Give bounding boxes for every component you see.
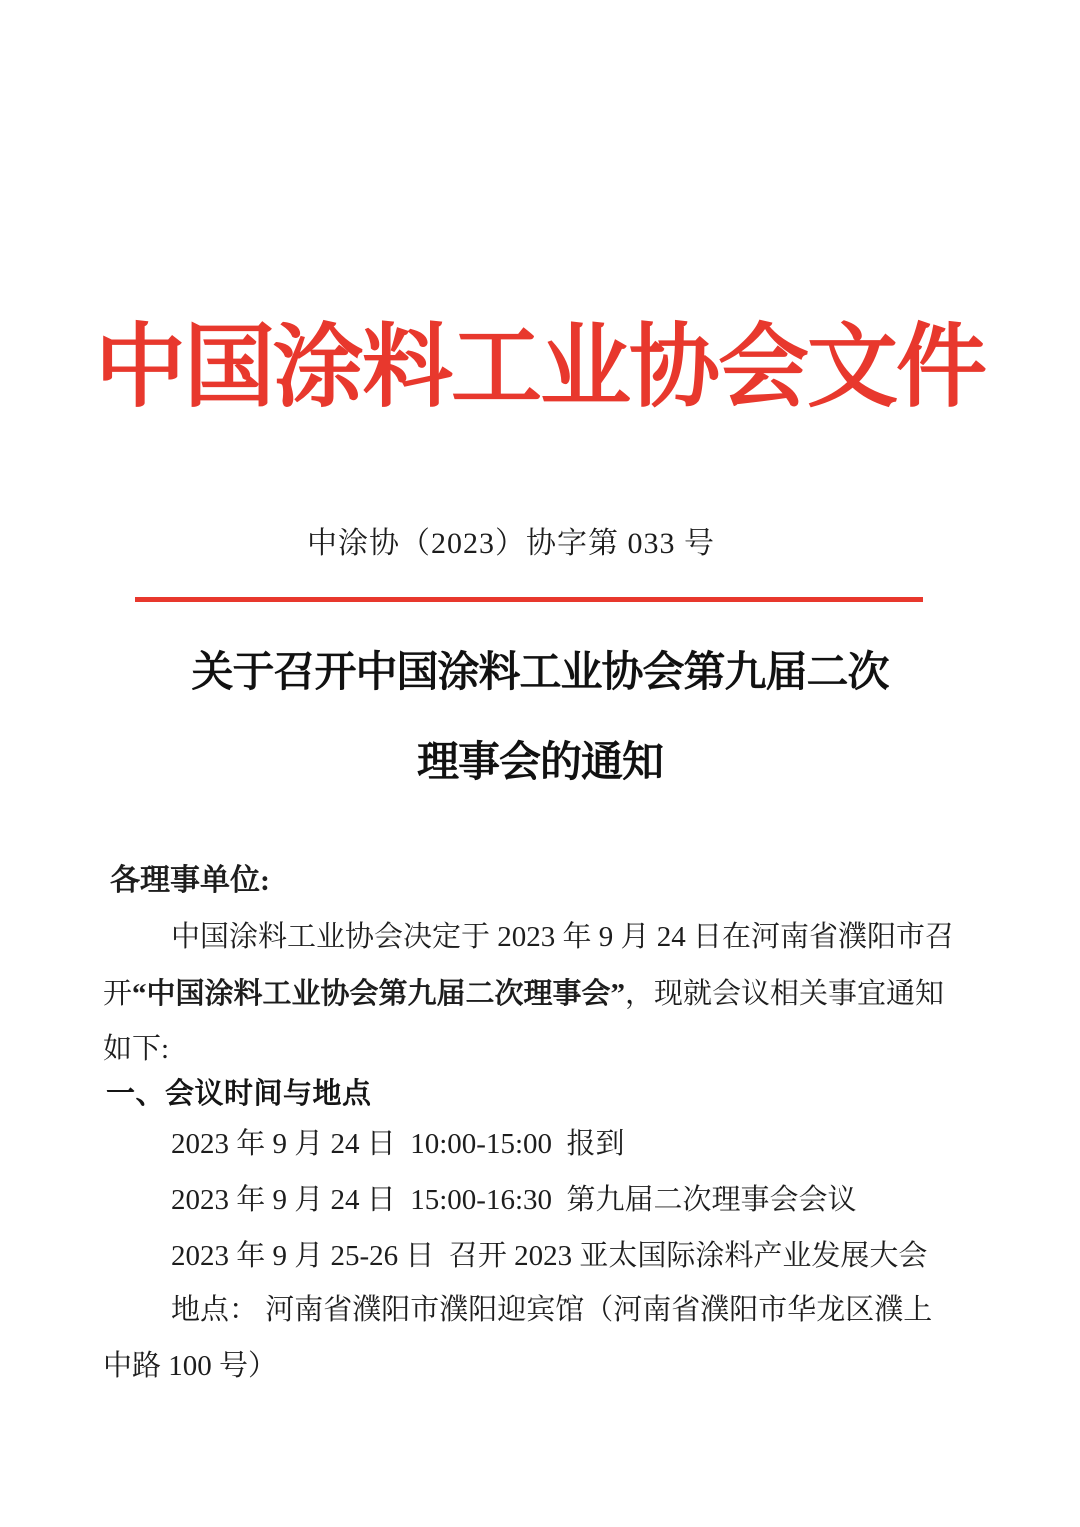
schedule-item-registration: 2023 年 9 月 24 日 10:00-15:00 报到 bbox=[171, 1128, 625, 1160]
paragraph-line-2 bbox=[103, 976, 963, 1012]
schedule-item-conference: 2023 年 9 月 25-26 日 召开 2023 亚太国际涂料产业发展大会 bbox=[171, 1240, 928, 1272]
section-heading-time-location: 一、会议时间与地点 bbox=[106, 1078, 372, 1110]
paragraph-line-2-post: ，现就会议相关事宜通知 bbox=[625, 978, 945, 1010]
meeting-name-bold: “中国涂料工业协会第九届二次理事会” bbox=[132, 978, 626, 1010]
masthead-title: 中国涂料工业协会文件 bbox=[94, 317, 985, 418]
notice-title-line-2: 理事会的通知 bbox=[416, 740, 663, 786]
paragraph-line-1: 中国涂料工业协会决定于 2023 年 9 月 24 日在河南省濮阳市召 bbox=[171, 921, 955, 953]
location-line-1: 地点： 河南省濮阳市濮阳迎宾馆（河南省濮阳市华龙区濮上 bbox=[171, 1294, 933, 1326]
red-divider-line bbox=[135, 597, 923, 602]
document-number: 中涂协（2023）协字第 033 号 bbox=[307, 527, 715, 560]
notice-title-line-1: 关于召开中国涂料工业协会第九届二次 bbox=[191, 650, 889, 696]
location-line-2: 中路 100 号） bbox=[103, 1350, 278, 1382]
paragraph-line-3: 如下: bbox=[103, 1033, 170, 1065]
salutation: 各理事单位: bbox=[110, 864, 270, 897]
paragraph-line-2-pre: 开 bbox=[103, 978, 133, 1010]
schedule-item-council-meeting: 2023 年 9 月 24 日 15:00-16:30 第九届二次理事会会议 bbox=[171, 1184, 857, 1216]
